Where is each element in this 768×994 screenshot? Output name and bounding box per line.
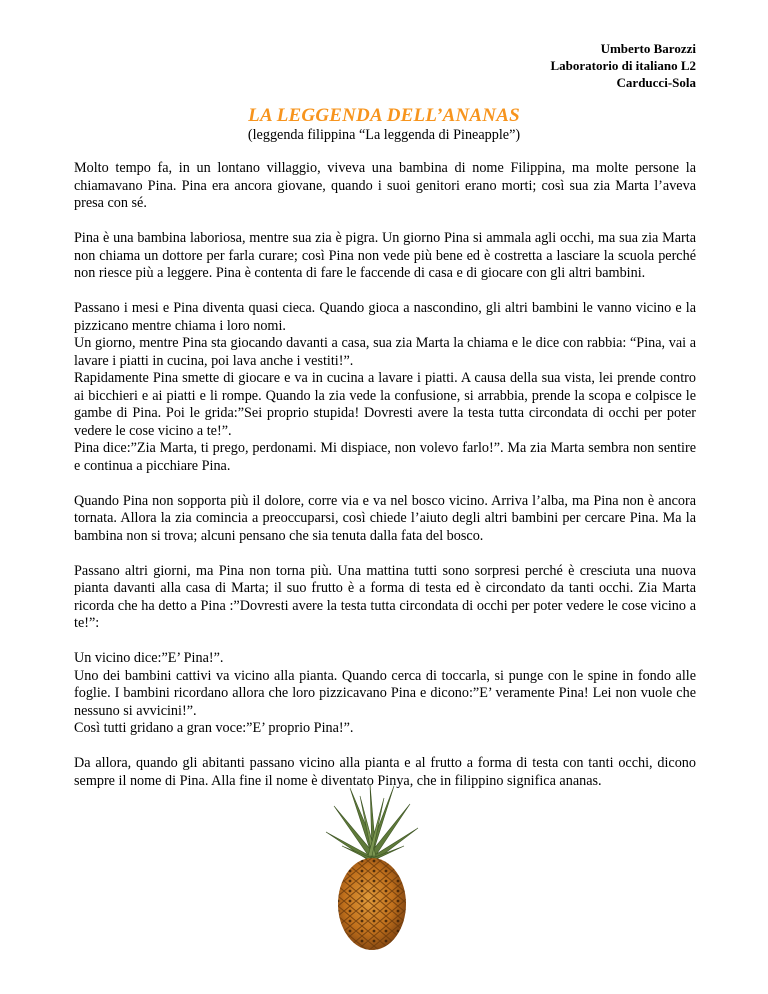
paragraph: Pina dice:”Zia Marta, ti prego, perdonami. Mi dispiace, non volevo farlo!”. Ma zia Marta sembra non sentire e continua a picchiare Pina. [74, 440, 696, 474]
story-title: LA LEGGENDA DELL’ANANAS [248, 105, 520, 126]
paragraph: Quando Pina non sopporta più il dolore, corre via e va nel bosco vicino. Arriva l’alba, ma Pina non è ancora tornata. Allora la zia comincia a preoccuparsi, così chiede l’aiuto degli altri bambini per cercare Pina. Ma la bambina non si trova; alcuni pensano che sia tenuta dalla fata del bosco. [74, 492, 696, 544]
pineapple-leaves [326, 784, 418, 860]
paragraph: Rapidamente Pina smette di giocare e va in cucina a lavare i piatti. A causa della sua vista, lei prende contro ai bicchieri e ai piatti e li rompe. Quando la zia vede la confusione, si arrabbia, prende la scopa e colpisce le gambe di Pina. Poi le grida:”Sei proprio stupida! Dovresti avere la testa tutta circondata di occhi per poter vedere le cose vicino a te!”. [74, 370, 696, 439]
paragraph: Da allora, quando gli abitanti passano vicino alla pianta e al frutto a forma di testa con tanti occhi, dicono sempre il nome di Pina. Alla fine il nome è diventato Pinya, che in filippino significa ananas. [74, 755, 696, 789]
paragraph: Un vicino dice:”E’ Pina!”. [74, 650, 224, 666]
school-name: Carducci-Sola [616, 75, 696, 90]
story-body [74, 160, 696, 808]
author-name: Umberto Barozzi [600, 41, 696, 56]
pineapple-image [320, 776, 424, 954]
paragraph: Pina è una bambina laboriosa, mentre sua zia è pigra. Un giorno Pina si ammala agli occhi, ma sua zia Marta non chiama un dottore per farla curare; così Pina non vede più bene ed è costretta a lasciare la scuola perché non riesce più a leggere. Pina è contenta di fare le faccende di casa e di giocare con gli altri bambini. [74, 230, 696, 281]
paragraph: Uno dei bambini cattivi va vicino alla pianta. Quando cerca di toccarla, si punge con le spine in fondo alle foglie. I bambini ricordano allora che loro pizzicavano Pina e dicono:”E’ veramente Pina! Lei non vuole che nessuno si avvicini!”. [74, 667, 696, 719]
story-subtitle: (leggenda filippina “La leggenda di Pineapple”) [247, 127, 521, 143]
paragraph: Un giorno, mentre Pina sta giocando davanti a casa, sua zia Marta la chiama e le dice con rabbia: “Pina, vai a lavare i piatti in cucina, poi lava anche i vestiti!”. [74, 335, 696, 369]
header-block [550, 40, 696, 91]
lab-name: Laboratorio di italiano L2 [550, 58, 696, 73]
paragraph: Molto tempo fa, in un lontano villaggio, viveva una bambina di nome Filippina, ma molte persone la chiamavano Pina. Pina era ancora giovane, quando i suoi genitori erano morti; così sua zia Marta l’aveva presa con sé. [74, 160, 696, 211]
paragraph: Passano i mesi e Pina diventa quasi cieca. Quando gioca a nascondino, gli altri bambini le vanno vicino e la pizzicano mentre chiama i loro nomi. [74, 300, 696, 334]
paragraph: Passano altri giorni, ma Pina non torna più. Una mattina tutti sono sorpresi perché è cresciuta una nuova pianta davanti alla casa di Marta; il suo frutto è a forma di testa ed è circondato da tanti occhi. Zia Marta ricorda che ha detto a Pina :”Dovresti avere la testa tutta circondata di occhi per poter vedere le cose vicino a te!”: [74, 562, 696, 631]
paragraph: Così tutti gridano a gran voce:”E’ proprio Pina!”. [74, 720, 354, 736]
